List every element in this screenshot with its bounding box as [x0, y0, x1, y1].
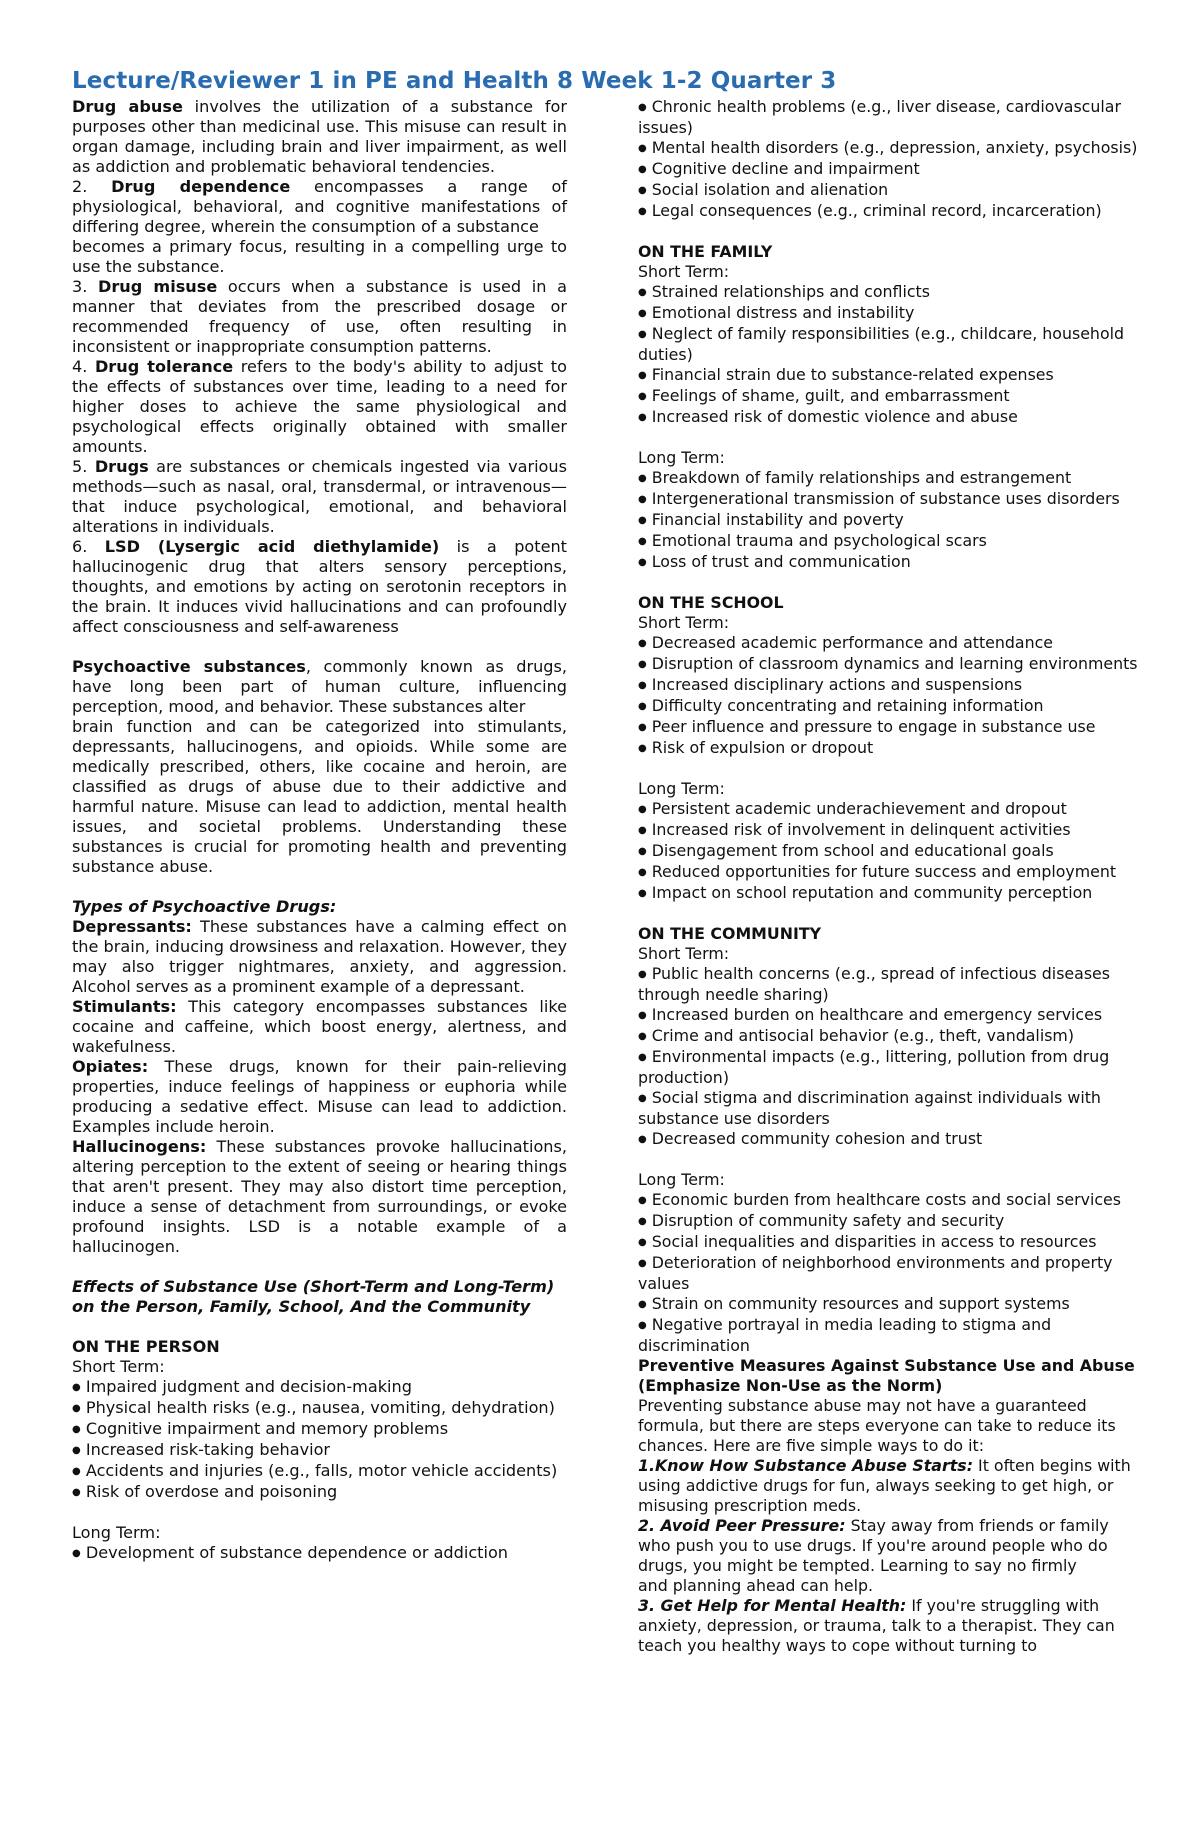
psychoactive-paragraph-continued: brain function and can be categorized into stimulants, depressants, hallucinogens, and opioids. While some are medically prescribed, others, like cocaine and heroin, are classified as drugs of abuse due to their addictive and harmful nature. Misuse can lead to addiction, mental health issues, and societal problems. Understanding these substances is crucial for promoting health and preventing substance abuse.	[72, 717, 567, 876]
list-item: ● Reduced opportunities for future success and employment	[638, 862, 1117, 881]
bullet-icon: ●	[638, 825, 647, 836]
list-item: ● Peer influence and pressure to engage in substance use	[638, 717, 1096, 736]
list-item: ● Mental health disorders (e.g., depression, anxiety, psychosis)	[638, 138, 1138, 157]
type-opiates: Opiates: These drugs, known for their pain-relieving properties, induce feelings of happiness or euphoria while producing a sedative effect. Misuse can lead to addiction. Examples include heroin.	[72, 1057, 567, 1136]
list-item: ● Strain on community resources and support systems	[638, 1294, 1070, 1313]
bullet-icon: ●	[72, 1548, 81, 1559]
type-depressants: Depressants: These substances have a calming effect on the brain, inducing drowsiness and relaxation. However, they may also trigger nightmares, anxiety, and aggression. Alcohol serves as a prominent example of a depressant.	[72, 917, 567, 996]
bullet-icon: ●	[72, 1382, 81, 1393]
bullet-icon: ●	[638, 701, 647, 712]
bullet-icon: ●	[72, 1403, 81, 1414]
bullet-icon: ●	[638, 1134, 647, 1145]
list-item: ● Social isolation and alienation	[638, 180, 889, 199]
list-item: ● Emotional trauma and psychological scars	[638, 531, 987, 550]
list-item: values	[638, 1274, 690, 1293]
page-title: Lecture/Reviewer 1 in PE and Health 8 Week 1-2 Quarter 3	[72, 68, 837, 94]
person-long-list-part2	[638, 97, 1138, 222]
bullet-icon: ●	[638, 1031, 647, 1042]
list-item: ● Legal consequences (e.g., criminal record, incarceration)	[638, 201, 1102, 220]
list-item: ● Decreased community cohesion and trust	[638, 1129, 983, 1148]
list-item: ● Cognitive impairment and memory problems	[72, 1419, 449, 1438]
bullet-icon: ●	[638, 473, 647, 484]
community-short-label: Short Term:	[638, 944, 730, 963]
bullet-icon: ●	[638, 1093, 647, 1104]
list-item: ● Risk of expulsion or dropout	[638, 738, 874, 757]
list-item: ● Impaired judgment and decision-making	[72, 1377, 412, 1396]
bullet-icon: ●	[72, 1466, 81, 1477]
bullet-icon: ●	[638, 308, 647, 319]
list-item: ● Breakdown of family relationships and estrangement	[638, 468, 1072, 487]
list-item: ● Risk of overdose and poisoning	[72, 1482, 338, 1501]
list-item: ● Increased risk-taking behavior	[72, 1440, 331, 1459]
person-long-list-part1	[72, 1543, 567, 1564]
definition-4: 4. Drug tolerance refers to the body's ability to adjust to the effects of substances over time, leading to a need for higher doses to achieve the same physiological and psychological effects originally obtained with smaller amounts.	[72, 357, 567, 456]
list-item: ● Difficulty concentrating and retaining information	[638, 696, 1044, 715]
bullet-icon: ●	[638, 164, 647, 175]
bullet-icon: ●	[72, 1424, 81, 1435]
bullet-icon: ●	[72, 1487, 81, 1498]
list-item: ● Increased burden on healthcare and emergency services	[638, 1005, 1103, 1024]
school-heading: ON THE SCHOOL	[638, 593, 784, 612]
bullet-icon: ●	[638, 743, 647, 754]
bullet-icon: ●	[638, 846, 647, 857]
preventive-heading: Preventive Measures Against Substance Use and Abuse (Emphasize Non-Use as the Norm)	[638, 1356, 1135, 1395]
list-item: production)	[638, 1068, 729, 1087]
list-item: ● Increased disciplinary actions and suspensions	[638, 675, 1023, 694]
types-heading: Types of Psychoactive Drugs:	[72, 897, 337, 916]
list-item: ● Emotional distress and instability	[638, 303, 915, 322]
definition-5: 5. Drugs are substances or chemicals ingested via various methods—such as nasal, oral, transdermal, or intravenous—that induce psychological, emotional, and behavioral alterations in individuals.	[72, 457, 567, 536]
type-hallucinogens: Hallucinogens: These substances provoke hallucinations, altering perception to the extent of seeing or hearing things that aren't present. They may also distort time perception, induce a sense of detachment from surroundings, or evoke profound insights. LSD is a notable example of a hallucinogen.	[72, 1137, 567, 1256]
person-short-label: Short Term:	[72, 1357, 165, 1376]
list-item: ● Increased risk of domestic violence and abuse	[638, 407, 1018, 426]
family-short-list	[638, 282, 1138, 428]
community-heading: ON THE COMMUNITY	[638, 924, 822, 943]
list-item: ● Loss of trust and communication	[638, 552, 911, 571]
community-long-label: Long Term:	[638, 1170, 725, 1189]
school-long-label: Long Term:	[638, 779, 725, 798]
list-item: ● Decreased academic performance and attendance	[638, 633, 1054, 652]
list-item: ● Persistent academic underachievement and dropout	[638, 799, 1067, 818]
bullet-icon: ●	[638, 722, 647, 733]
list-item: ● Social stigma and discrimination against individuals with substance use disorders	[638, 1088, 1101, 1128]
type-stimulants: Stimulants: This category encompasses substances like cocaine and caffeine, which boost energy, alertness, and wakefulness.	[72, 997, 567, 1056]
list-item: ● Intergenerational transmission of substance uses disorders	[638, 489, 1120, 508]
bullet-icon: ●	[72, 1445, 81, 1456]
psychoactive-paragraph: Psychoactive substances, commonly known as drugs, have long been part of human culture, influencing perception, mood, and behavior. These substances alter	[72, 657, 567, 716]
preventive-item-3: 3. Get Help for Mental Health: If you're struggling with anxiety, depression, or trauma, talk to a therapist. They can teach you healthy ways to cope without turning to	[638, 1596, 1115, 1655]
list-item: ● Disruption of classroom dynamics and learning environments	[638, 654, 1138, 673]
list-item: ● Impact on school reputation and community perception	[638, 883, 1093, 902]
list-item: ● Environmental impacts (e.g., littering, pollution from drug	[638, 1047, 1110, 1066]
list-item: ● Cognitive decline and impairment	[638, 159, 920, 178]
community-short-list	[638, 964, 1138, 1150]
family-heading: ON THE FAMILY	[638, 242, 773, 261]
school-long-list	[638, 799, 1138, 904]
bullet-icon: ●	[638, 370, 647, 381]
bullet-icon: ●	[638, 1010, 647, 1021]
list-item: ● Development of substance dependence or addiction	[72, 1543, 509, 1562]
preventive-item-1: 1.Know How Substance Abuse Starts: It often begins with using addictive drugs for fun, always seeking to get high, or misusing prescription meds.	[638, 1456, 1131, 1515]
bullet-icon: ●	[638, 287, 647, 298]
family-long-label: Long Term:	[638, 448, 725, 467]
definition-6: 6. LSD (Lysergic acid diethylamide) is a potent hallucinogenic drug that alters sensory perceptions, thoughts, and emotions by acting on serotonin receptors in the brain. It induces vivid hallucinations and can profoundly affect consciousness and self-awareness	[72, 537, 567, 636]
list-item: ● Economic burden from healthcare costs and social services	[638, 1190, 1121, 1209]
bullet-icon: ●	[638, 557, 647, 568]
bullet-icon: ●	[638, 680, 647, 691]
preventive-item-2-continued: and planning ahead can help.	[638, 1576, 874, 1595]
bullet-icon: ●	[638, 1237, 647, 1248]
bullet-icon: ●	[638, 515, 647, 526]
list-item: ● Crime and antisocial behavior (e.g., theft, vandalism)	[638, 1026, 1074, 1045]
definition-3: 3. Drug misuse occurs when a substance is used in a manner that deviates from the prescribed dosage or recommended frequency of use, often resulting in inconsistent or inappropriate consumption patterns.	[72, 277, 567, 356]
list-item: ● Negative portrayal in media leading to stigma and discrimination	[638, 1315, 1052, 1355]
list-item: ● Financial instability and poverty	[638, 510, 904, 529]
bullet-icon: ●	[638, 1299, 647, 1310]
list-item: ● Public health concerns (e.g., spread of infectious diseases	[638, 964, 1111, 983]
preventive-intro: Preventing substance abuse may not have a guaranteed formula, but there are steps everyone can take to reduce its chances. Here are five simple ways to do it:	[638, 1396, 1116, 1455]
list-item: ● Feelings of shame, guilt, and embarrassment	[638, 386, 1010, 405]
list-item: ● Disruption of community safety and security	[638, 1211, 1005, 1230]
bullet-icon: ●	[638, 804, 647, 815]
effects-heading: Effects of Substance Use (Short-Term and Long-Term) on the Person, Family, School, And the Community	[72, 1277, 555, 1316]
bullet-icon: ●	[638, 206, 647, 217]
definition-1: Drug abuse involves the utilization of a substance for purposes other than medicinal use. This misuse can result in organ damage, including brain and liver impairment, as well as addiction and problematic behavioral tendencies.	[72, 97, 567, 176]
bullet-icon: ●	[638, 1052, 647, 1063]
preventive-item-2: 2. Avoid Peer Pressure: Stay away from friends or family who push you to use drugs. If you're around people who do drugs, you might be tempted. Learning to say no firmly	[638, 1516, 1109, 1575]
person-short-list	[72, 1377, 567, 1503]
bullet-icon: ●	[638, 329, 647, 340]
bullet-icon: ●	[638, 1258, 647, 1269]
definition-2-continued: becomes a primary focus, resulting in a compelling urge to use the substance.	[72, 237, 567, 276]
list-item: ● Increased risk of involvement in delinquent activities	[638, 820, 1071, 839]
definition-2: 2. Drug dependence encompasses a range of physiological, behavioral, and cognitive manifestations of differing degree, wherein the consumption of a substance	[72, 177, 567, 236]
list-item: ● Deterioration of neighborhood environments and property	[638, 1253, 1113, 1272]
bullet-icon: ●	[638, 391, 647, 402]
bullet-icon: ●	[638, 102, 647, 113]
bullet-icon: ●	[638, 638, 647, 649]
list-item: ● Neglect of family responsibilities (e.g., childcare, household duties)	[638, 324, 1125, 364]
list-item: ● Social inequalities and disparities in access to resources	[638, 1232, 1097, 1251]
family-long-list	[638, 468, 1138, 573]
list-item: ● Disengagement from school and educational goals	[638, 841, 1054, 860]
school-short-list	[638, 633, 1138, 759]
list-item: ● Physical health risks (e.g., nausea, vomiting, dehydration)	[72, 1398, 555, 1417]
bullet-icon: ●	[638, 1195, 647, 1206]
community-long-list	[638, 1190, 1138, 1356]
bullet-icon: ●	[638, 494, 647, 505]
family-short-label: Short Term:	[638, 262, 730, 281]
left-column	[72, 97, 567, 1564]
school-short-label: Short Term:	[638, 613, 730, 632]
bullet-icon: ●	[638, 536, 647, 547]
bullet-icon: ●	[638, 867, 647, 878]
list-item: ● Chronic health problems (e.g., liver disease, cardiovascular issues)	[638, 97, 1121, 137]
bullet-icon: ●	[638, 185, 647, 196]
right-column	[638, 97, 1138, 1656]
list-item: ● Accidents and injuries (e.g., falls, motor vehicle accidents)	[72, 1461, 558, 1480]
bullet-icon: ●	[638, 412, 647, 423]
bullet-icon: ●	[638, 969, 647, 980]
person-heading: ON THE PERSON	[72, 1337, 220, 1356]
list-item: ● Strained relationships and conflicts	[638, 282, 930, 301]
list-item: through needle sharing)	[638, 985, 829, 1004]
bullet-icon: ●	[638, 143, 647, 154]
bullet-icon: ●	[638, 888, 647, 899]
person-long-label: Long Term:	[72, 1523, 161, 1542]
bullet-icon: ●	[638, 1216, 647, 1227]
bullet-icon: ●	[638, 1320, 647, 1331]
list-item: ● Financial strain due to substance-related expenses	[638, 365, 1054, 384]
bullet-icon: ●	[638, 659, 647, 670]
